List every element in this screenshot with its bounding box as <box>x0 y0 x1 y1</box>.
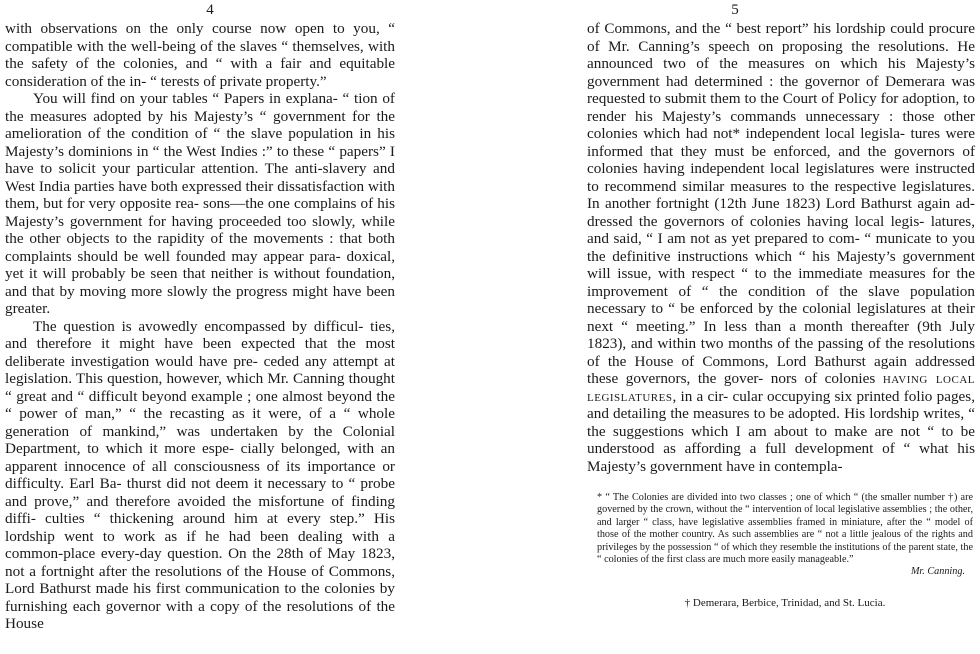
right-page <box>490 0 980 654</box>
small-caps-text: having local legislatures <box>587 370 975 405</box>
paragraph: with observations on the only course now open to you, “ compatible with the well-being of the slaves “ themselves, with the safety of the colonies, and “ with a fair and equitable consideration of the in- “ terests of private property.” <box>5 20 395 90</box>
page-number-left: 4 <box>206 2 214 18</box>
text-run: of Commons, and the “ best report” his lordship could procure of Mr. Canning’s speech on proposing the resolutions. He announced two of the measures on which his Majesty’s government had determined : the governor of Demerara was requested to submit them to the Court of Policy for adoption, to render his Majesty’s commands unnecessary : those other colonies which had not* independent local legisla- tures were informed that they must be enforced, and the governors of colonies having independent local legislatures were instructed to recommend similar measures to the respective legislatures. In another fortnight (12th June 1823) Lord Bathurst again ad- dressed the governors of colonies having local legis- latures, and said, “ I am not as yet prepared to com- “ municate to you the definitive instructions which “ his Majesty’s government will issue, with respect “ to the immediate measures for the improvement of “ the condition of the slave population necessary to “ be enforced by the colonial legislatures at their next “ meeting.” In less than a month thereafter (9th July 1823), and within two months of the passing of the resolutions of the House of Commons, Lord Bathurst again addressed these governors, the gover- nors of colonies <box>587 20 975 387</box>
right-page-body <box>587 20 975 475</box>
page-number-right: 5 <box>731 2 739 18</box>
footnotes <box>597 492 973 609</box>
paragraph: You will find on your tables “ Papers in explana- “ tion of the measures adopted by his Majesty’s “ government for the amelioration of the condition of “ the slave population in his Majesty’s dominions in “ the West Indies :” to these “ papers” I have to solicit your particular attention. The anti-slavery and West India parties have both expressed their dissatisfaction with them, but for very opposite rea- sons—the one complains of his Majesty’s government for having proceeded too slowly, while the other objects to the rapidity of the movements : that both complaints should be well founded may appear para- doxical, yet it will probably be seen that neither is without foundation, and that by moving more slowly the progress might have been greater. <box>5 90 395 317</box>
paragraph <box>587 20 975 475</box>
left-page-body <box>5 20 395 633</box>
paragraph: The question is avowedly encompassed by difficul- ties, and therefore it might have been expected that the most deliberate investigation would have pre- ceded any attempt at legislation. This question, however, which Mr. Canning thought “ great and “ difficult beyond example ; one almost beyond the “ power of man,” “ the recasting as it were, of a “ whole generation of mankind,” was undertaken by the Colonial Department, to which it more espe- cially belonged, with an apparent innocence of all consciousness of its importance or difficulty. Earl Ba- thurst did not deem it necessary to “ probe and prove,” and therefore avoided the misfortune of finding diffi- culties “ thickening around him at every step.” His lordship went to work as if he had been dealing with a common-place every-day question. On the 28th of May 1823, not a fortnight after the resolutions of the House of Commons, Lord Bathurst made his first communication to the colonies by furnishing each governor with a copy of the resolutions of the House <box>5 317 395 632</box>
text-run: , in a cir- cular occupying six printed folio pages, and detailing the measures to be adopted. His lordship writes, “ the suggestions which I am about to make are not “ to be understood as affording a full development of “ what his Majesty’s government have in contempla- <box>587 387 975 475</box>
footnote-canning: * “ The Colonies are divided into two classes ; one of which “ (the smaller number †) are governed by the crown, without the “ intervention of local legislative assemblies ; the other, and larger “ class, have legislative assemblies framed in miniature, after the “ model of those of the mother country. As such assemblies are “ not a little jealous of the rights and privileges by the possession “ of which they resemble the institutions of the parent state, the “ colonies of the first class are much more easily manageable.” <box>597 492 973 566</box>
footnote-colonies: † Demerara, Berbice, Trinidad, and St. Lucia. <box>684 596 886 609</box>
footnote-attribution: Mr. Canning. <box>910 566 965 578</box>
